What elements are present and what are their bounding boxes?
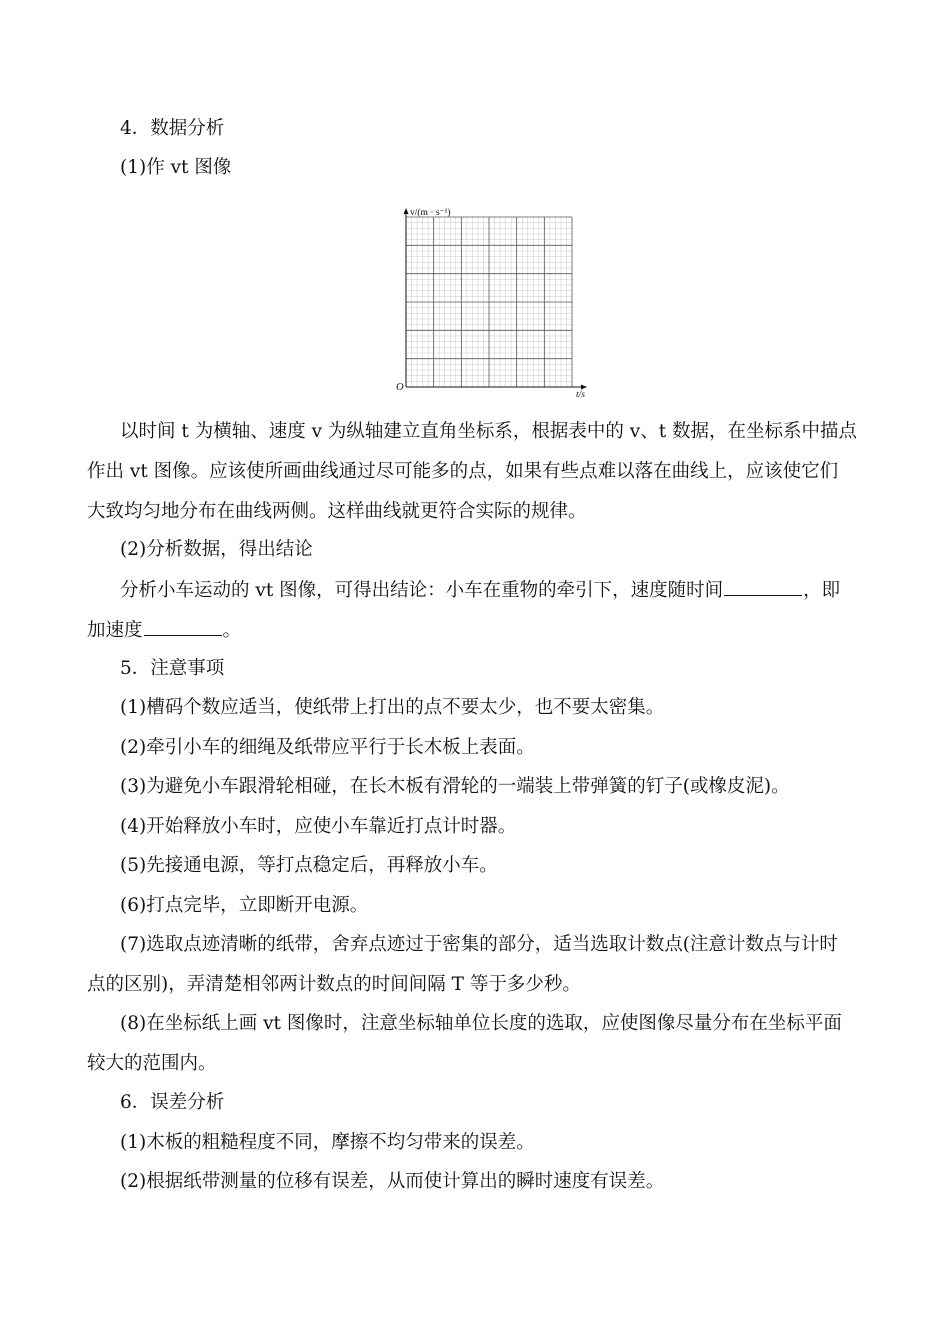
precaution-item-2: (2)牵引小车的细绳及纸带应平行于长木板上表面。 (120, 737, 535, 758)
y-axis-arrow (404, 208, 409, 214)
conclusion-text-c: 加速度 (87, 620, 143, 641)
conclusion-text-d: 。 (222, 620, 242, 641)
x-axis-label: t/s (576, 390, 585, 400)
subsection-vt-graph: (1)作 vt 图像 (120, 157, 232, 178)
major-grid (406, 217, 572, 387)
precaution-item-4: (4)开始释放小车时，应使小车靠近打点计时器。 (120, 816, 517, 837)
precaution-item-8-line-2: 较大的范围内。 (87, 1053, 217, 1074)
paragraph-plot-method-1: 以时间 t 为横轴、速度 v 为纵轴建立直角坐标系，根据表中的 v、t 数据，在坐标系中描点 (120, 421, 858, 442)
subsection-conclusion: (2)分析数据，得出结论 (120, 539, 313, 560)
answer-blank-1[interactable] (724, 579, 802, 596)
conclusion-text-b: ，即 (803, 580, 841, 601)
precaution-item-3: (3)为避免小车跟滑轮相碰，在长木板有滑轮的一端装上带弹簧的钉子(或橡皮泥)。 (120, 776, 790, 797)
answer-blank-2[interactable] (144, 619, 222, 636)
paragraph-conclusion-1 (120, 579, 840, 602)
section-5-heading: 5．注意事项 (120, 658, 225, 679)
y-axis-label: v/(m · s⁻¹) (410, 208, 451, 218)
precaution-item-7-line-2: 点的区别)，弄清楚相邻两计数点的时间间隔 T 等于多少秒。 (87, 974, 581, 995)
section-6-heading: 6．误差分析 (120, 1092, 225, 1113)
paragraph-conclusion-2 (87, 619, 241, 642)
precaution-item-8-line-1: (8)在坐标纸上画 vt 图像时，注意坐标轴单位长度的选取，应使图像尽量分布在坐标平面 (120, 1013, 842, 1034)
error-item-2: (2)根据纸带测量的位移有误差，从而使计算出的瞬时速度有误差。 (120, 1171, 665, 1192)
precaution-item-5: (5)先接通电源，等打点稳定后，再释放小车。 (120, 855, 498, 876)
conclusion-text-a: 分析小车运动的 vt 图像，可得出结论：小车在重物的牵引下，速度随时间 (120, 580, 724, 601)
section-4-heading: 4．数据分析 (120, 118, 225, 139)
x-axis-arrow (581, 385, 587, 390)
paragraph-plot-method-2: 作出 vt 图像。应该使所画曲线通过尽可能多的点，如果有些点难以落在曲线上，应该使它们 (87, 461, 839, 482)
precaution-item-1: (1)槽码个数应适当，使纸带上打出的点不要太少，也不要太密集。 (120, 697, 665, 718)
vt-coordinate-grid (390, 200, 600, 400)
precaution-item-7-line-1: (7)选取点迹清晰的纸带，舍弃点迹过于密集的部分，适当选取计数点(注意计数点与计时 (120, 934, 838, 955)
error-item-1: (1)木板的粗糙程度不同，摩擦不均匀带来的误差。 (120, 1132, 535, 1153)
paragraph-plot-method-3: 大致均匀地分布在曲线两侧。这样曲线就更符合实际的规律。 (87, 501, 587, 522)
origin-label: O (396, 382, 404, 393)
precaution-item-6: (6)打点完毕，立即断开电源。 (120, 895, 369, 916)
